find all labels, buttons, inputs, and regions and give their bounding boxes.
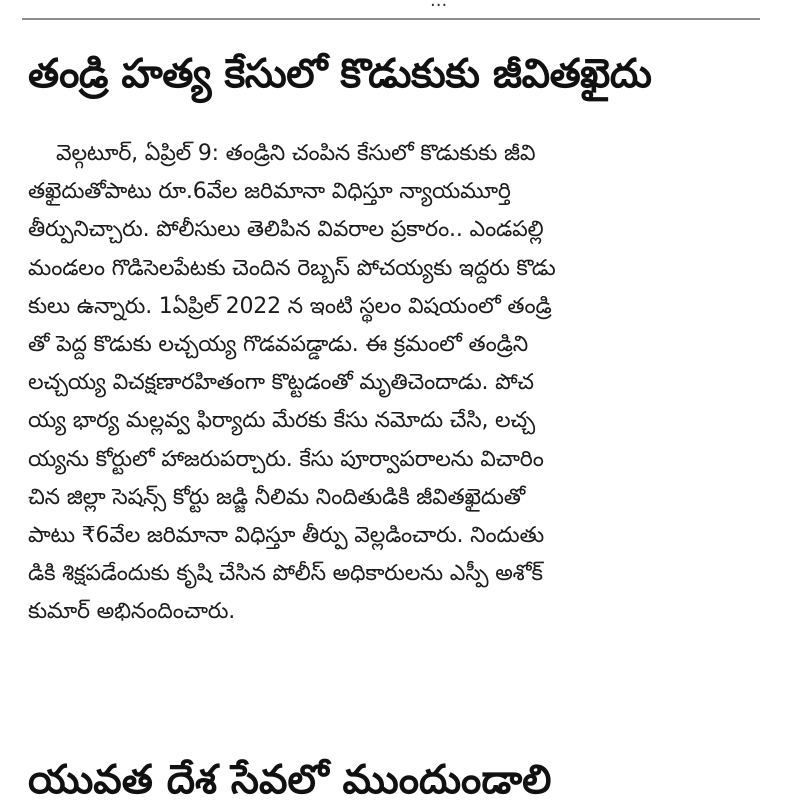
cut-off-top-text — [430, 0, 520, 10]
article-line-5: కులు ఉన్నారు. 1ఏప్రిల్ 2022 న ఇంటి స్థలం విషయంలో తండ్రి — [28, 293, 552, 319]
article-line-2: తఖైదుతోపాటు రూ.6వేల జరిమానా విధిస్తూ న్యాయమూర్తి — [28, 179, 511, 205]
article-line-12: డికి శిక్షపడేందుకు కృషి చేసిన పోలీస్ అధికారులను ఎస్పీ అశోక్ — [28, 561, 543, 587]
article-headline: తండ్రి హత్య కేసులో కొడుకుకు జీవితఖైదు — [28, 51, 652, 97]
article-line-10: చిన జిల్లా సెషన్స్ కోర్టు జడ్జి నీలిమ నిందితుడికి జీవితఖైదుతో — [28, 484, 526, 510]
article-line-13: కుమార్ అభినందించారు. — [28, 599, 236, 625]
article-line-7: లచ్చయ్య విచక్షణారహితంగా కొట్టడంతో మృతిచెందాడు. పోచ — [28, 370, 534, 396]
next-article-headline: యువత దేశ సేవలో ముందుండాలి — [28, 757, 552, 803]
top-divider-rule — [22, 18, 760, 20]
article-line-8: య్య భార్య మల్లవ్వ ఫిర్యాదు మేరకు కేసు నమోదు చేసి, లచ్చ — [28, 408, 535, 434]
article-line-11: పాటు ₹6వేల జరిమానా విధిస్తూ తీర్పు వెల్లడించారు. నిందుతు — [28, 523, 544, 549]
article-line-1: వెల్గటూర్, ఏప్రిల్ 9: తండ్రిని చంపిన కేసులో కొడుకుకు జీవి — [56, 141, 536, 166]
article-line-4: మండలం గొడిసెలపేటకు చెందిన రెబ్బస్ పోచయ్యకు ఇద్దరు కొడు — [28, 255, 556, 281]
article-line-9: య్యను కోర్టులో హాజరుపర్చారు. కేసు పూర్వాపరాలను విచారిం — [28, 446, 544, 472]
article-line-6: తో పెద్ద కొడుకు లచ్చయ్య గొడవపడ్డాడు. ఈ క్రమంలో తండ్రిని — [28, 332, 528, 358]
article-body — [28, 135, 774, 632]
article-line-3: తీర్పునిచ్చారు. పోలీసులు తెలిపిన వివరాల ప్రకారం.. ఎండపల్లి — [28, 217, 544, 243]
